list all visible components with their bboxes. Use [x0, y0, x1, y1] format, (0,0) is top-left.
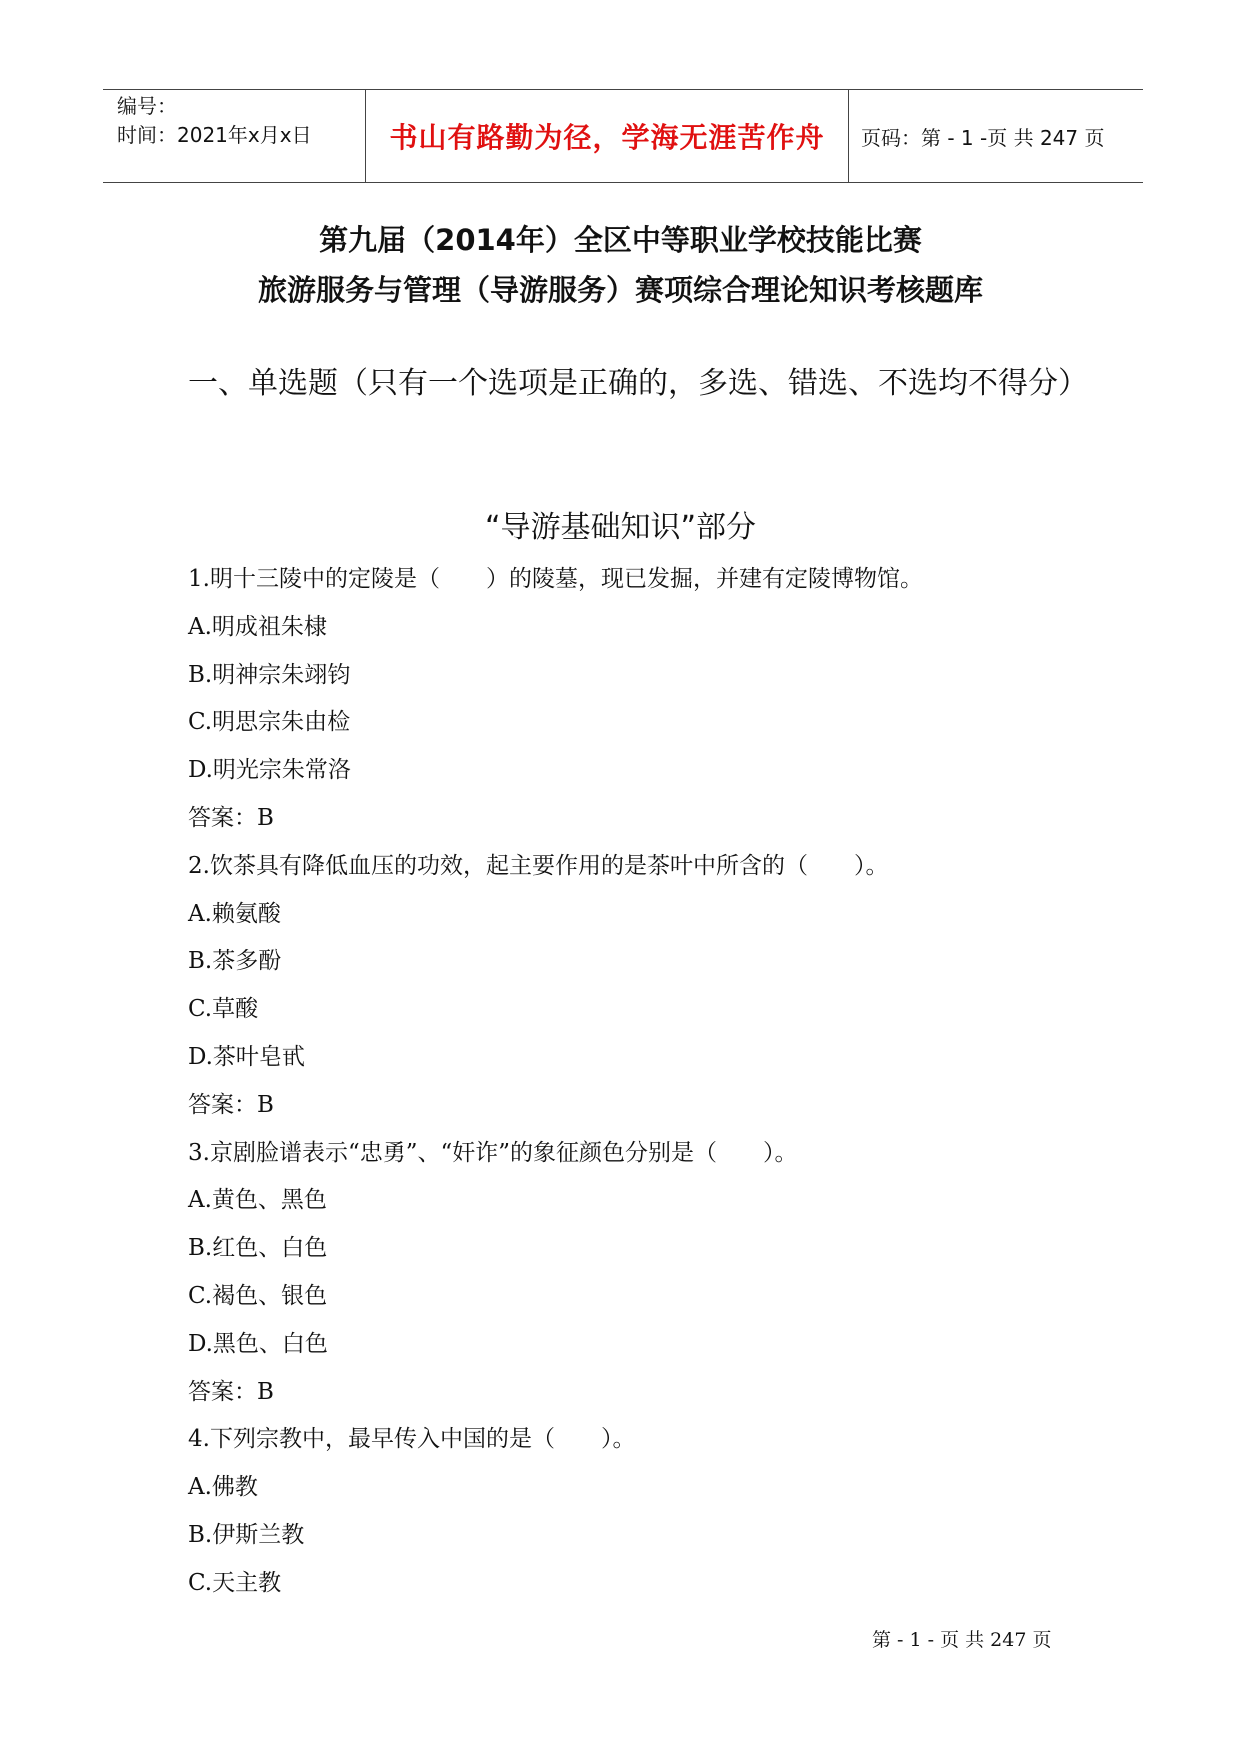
option-line: B.红色、白色 [188, 1235, 328, 1261]
option-line: D.明光宗朱常洛 [188, 757, 351, 783]
question-line: 2.饮茶具有降低血压的功效，起主要作用的是茶叶中所含的（ ）。 [188, 853, 889, 879]
option-line: C.明思宗朱由检 [188, 709, 351, 735]
header-meta [117, 92, 357, 150]
answer-line: 答案：B [188, 1379, 274, 1405]
option-line: C.草酸 [188, 996, 259, 1022]
page-footer: 第 - 1 - 页 共 247 页 [872, 1629, 1052, 1651]
option-line: B.伊斯兰教 [188, 1522, 305, 1548]
question-line: 3.京剧脸谱表示“忠勇”、“奸诈”的象征颜色分别是（ ）。 [188, 1140, 798, 1166]
time-label: 时间：2021年x月x日 [117, 123, 312, 147]
document-title-line1: 第九届（2014年）全区中等职业学校技能比赛 [319, 223, 922, 257]
header-motto: 书山有路勤为径，学海无涯苦作舟 [389, 121, 825, 154]
header-page-info: 页码：第 - 1 -页 共 247 页 [861, 125, 1105, 150]
document-title-line2: 旅游服务与管理（导游服务）赛项综合理论知识考核题库 [257, 273, 983, 307]
option-line: B.明神宗朱翊钧 [188, 662, 351, 688]
page-header [103, 89, 1143, 183]
section-heading: 一、单选题（只有一个选项是正确的，多选、错选、不选均不得分） [188, 366, 1088, 401]
answer-line: 答案：B [188, 1092, 274, 1118]
option-line: D.黑色、白色 [188, 1331, 328, 1357]
part-heading: “导游基础知识”部分 [484, 510, 757, 545]
option-line: C.褐色、银色 [188, 1283, 328, 1309]
question-line: 4.下列宗教中，最早传入中国的是（ ）。 [188, 1426, 636, 1452]
question-line: 1.明十三陵中的定陵是（ ）的陵墓，现已发掘，并建有定陵博物馆。 [188, 566, 923, 592]
answer-line: 答案：B [188, 805, 274, 831]
option-line: A.佛教 [188, 1474, 258, 1500]
option-line: A.黄色、黑色 [188, 1187, 327, 1213]
option-line: A.明成祖朱棣 [188, 614, 327, 640]
option-line: B.茶多酚 [188, 948, 282, 974]
number-label: 编号： [117, 94, 177, 118]
header-divider [848, 90, 849, 182]
option-line: A.赖氨酸 [188, 901, 281, 927]
header-divider [365, 90, 366, 182]
option-line: C.天主教 [188, 1570, 282, 1596]
option-line: D.茶叶皂甙 [188, 1044, 305, 1070]
